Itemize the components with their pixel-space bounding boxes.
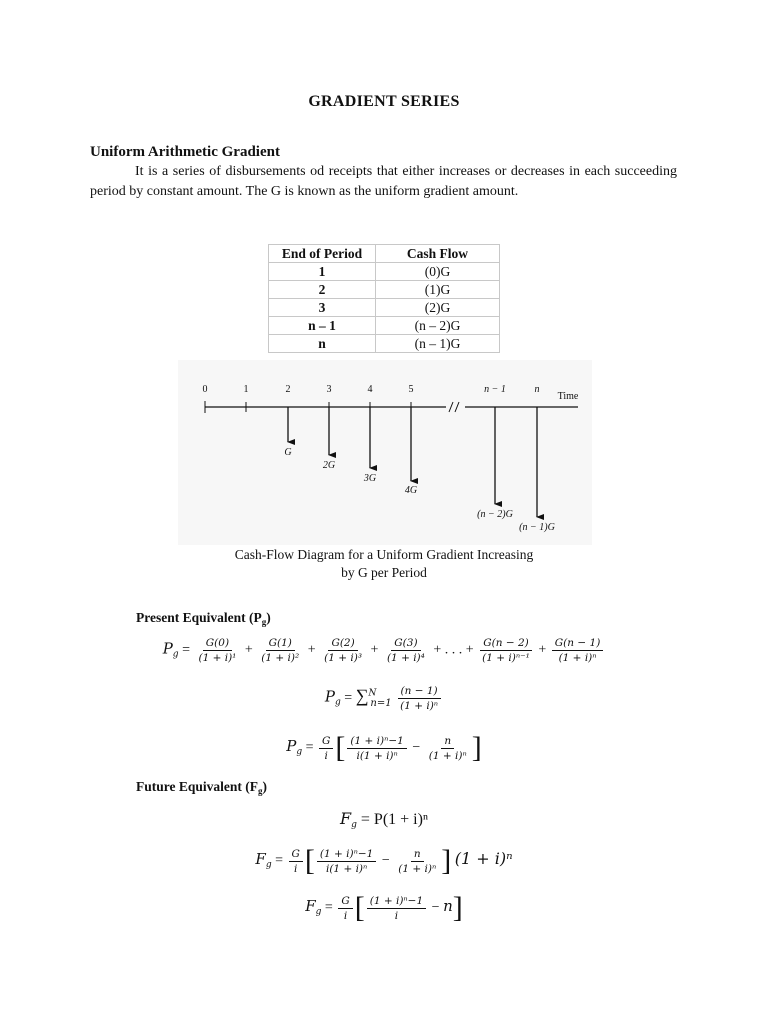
g-over-i-fraction [319,735,333,762]
table-cell-period: 1 [269,263,376,281]
bracket-fraction [367,895,426,922]
n-term: n [443,897,453,916]
future-equivalent-equation-1 [0,809,768,830]
cash-flow-label-3g: 3G [363,473,377,484]
compound-factor: (1 + i)ⁿ [454,849,513,869]
table-row [269,335,500,353]
caption-line-2: by G per Period [341,565,427,580]
section-title: Uniform Arithmetic Gradient [90,144,280,160]
term-numerator: G(n − 1) [552,637,604,651]
term-numerator: G(2) [328,637,357,651]
future-equivalent-label: Future Equivalent (F [136,779,259,794]
sum-symbol: ∑ [355,685,369,706]
table-header-row [269,245,500,263]
intro-paragraph-text: It is a series of disbursements od receipts that either increases or decreases in each succeeding period by constant amount. The G is known as the uniform gradient amount. [90,164,677,199]
sum-upper-limit: N [368,688,377,699]
period-label-5: 5 [408,384,414,395]
term-fraction [384,637,428,664]
period-label-3: 3 [326,384,332,395]
table-cell-cash-flow: (2)G [376,299,500,317]
term-numerator: G(0) [203,637,232,651]
future-equivalent-equation-2: $F_g$ = $\frac{G}{i}$ [ $\frac{\text{(1 + i)ⁿ−1}}{\text{i(1 + i)ⁿ}}$ − $\frac{n}{\text{(1 + i)ⁿ}}$ ] (1 + i)ⁿ [255,844,513,877]
future-equivalent-label-sub: g [258,786,263,796]
cash-flow-label-n-minus-1g: (n − 1)G [519,522,555,533]
term-denominator: (1 + i)³ [324,652,363,664]
right-bracket: ] [452,891,463,924]
fg-symbol: F [305,897,316,916]
cash-flow-diagram [178,360,592,545]
present-equivalent-equation-3: $P_g$ = $\frac{G}{i}$ [ $\frac{\text{(1 + i)ⁿ−1}}{\text{i(1 + i)ⁿ}}$ − $\frac{n}{\text{(1 + i)ⁿ}}$ ] [286,731,482,764]
term-fraction [479,637,533,664]
bracket-fraction-2 [395,848,439,875]
period-label-n-minus-1: n − 1 [484,384,506,395]
bracket-fraction-1 [347,735,406,762]
future-equivalent-heading [136,779,267,796]
i-denominator: i [294,862,298,875]
left-bracket: [ [335,731,346,764]
cash-flow-label-2g: 2G [322,460,336,471]
present-equivalent-equation-1: $P_g$ = $\frac{G(0)}{\text{(1 + i)¹}}$ + $\frac{G(1)}{\text{(1 + i)²}}$ + $\frac{G(2)}{\text{(1 + i)³}}$ + $\frac{G(3)}{\text{(1 + i)⁴}}$ + . . . + $\frac{G(n - 2)}{\text{(1 + i)ⁿ⁻¹}}$ + $\frac{G(n - 1)}{\text{(1 + i)ⁿ}}$ [0,637,768,664]
g-over-i-fraction [338,895,352,922]
period-label-n: n [534,384,540,395]
table-row [269,263,500,281]
i-denominator: i [343,909,348,922]
fraction-denominator: i(1 + i)ⁿ [356,749,398,762]
table-cell-period: 2 [269,281,376,299]
term-numerator: G(1) [266,637,295,651]
time-label: Time [557,391,579,402]
g-numerator: G [319,735,333,749]
fraction-numerator: (1 + i)ⁿ−1 [347,735,406,749]
bracket-fraction-2 [426,735,470,762]
table-row [269,317,500,335]
cash-flow-table [268,244,500,353]
table-row [269,299,500,317]
bracket-fraction-1 [317,848,376,875]
term-denominator: (1 + i)ⁿ [558,652,597,664]
pg-symbol: P [286,737,297,756]
pg-symbol-sub: g [172,649,179,660]
cash-flow-label-n-minus-2g: (n − 2)G [477,509,513,520]
term-denominator: (1 + i)⁴ [386,652,425,664]
fraction-denominator: i(1 + i)ⁿ [325,862,368,875]
fraction-denominator: (1 + i)ⁿ [428,749,467,762]
intro-paragraph [90,162,677,201]
table-header-cash-flow: Cash Flow [376,245,500,263]
table-row [269,281,500,299]
term-denominator: (1 + i)² [261,652,300,664]
table-cell-cash-flow: (0)G [376,263,500,281]
table-cell-cash-flow: (n – 2)G [376,317,500,335]
fg-symbol-sub: g [351,820,357,830]
page-title: GRADIENT SERIES [308,93,460,110]
right-bracket: ] [471,731,482,764]
fraction-denominator: (1 + i)ⁿ [398,862,437,875]
fraction-numerator: n [411,848,424,862]
fraction-numerator: (1 + i)ⁿ−1 [317,848,376,862]
fraction-numerator: (1 + i)ⁿ−1 [367,895,426,909]
cash-flow-label-g: G [284,447,292,458]
fg-equation-rhs: = P(1 + i)ⁿ [360,811,428,828]
axis-break-icon [449,402,459,412]
table-cell-cash-flow: (n – 1)G [376,335,500,353]
pg-symbol: P [162,639,173,658]
period-label-0: 0 [202,384,208,395]
term-numerator: G(3) [391,637,420,651]
caption-line-1: Cash-Flow Diagram for a Uniform Gradient Increasing [234,547,534,562]
table-cell-period: n – 1 [269,317,376,335]
period-label-1: 1 [243,384,249,395]
period-label-2: 2 [285,384,291,395]
present-equivalent-label-close: ) [266,610,271,625]
cash-flow-label-4g: 4G [404,485,418,496]
future-equivalent-equation-3: $F_g$ = $\frac{G}{i}$ [ $\frac{\text{(1 + i)ⁿ−1}}{i}$ − n] [305,891,463,924]
sum-fraction [397,685,441,712]
pg-symbol-sub: g [296,747,303,758]
term-denominator: (1 + i)¹ [198,652,237,664]
sum-lower-limit: n=1 [370,697,392,709]
fg-symbol: F [255,850,266,869]
term-fraction [195,637,239,664]
sum-numerator: (n − 1) [398,685,441,699]
i-denominator: i [324,749,328,762]
future-equivalent-label-close: ) [262,779,268,794]
fg-symbol: F [340,809,352,828]
present-equivalent-label: Present Equivalent (P [136,610,262,625]
fraction-numerator: n [441,735,454,749]
right-bracket: ] [441,844,452,877]
term-denominator: (1 + i)ⁿ⁻¹ [482,652,530,664]
pg-symbol-sub: g [335,697,341,708]
ellipsis: + . . . + [433,642,474,658]
fraction-denominator: i [394,909,399,922]
g-numerator: G [289,848,303,862]
period-label-4: 4 [367,384,373,395]
table-cell-period: n [269,335,376,353]
term-fraction [258,637,302,664]
table-cell-cash-flow: (1)G [376,281,500,299]
diagram-caption [0,546,768,582]
present-equivalent-equation-2: $P_g = \sum^N_{n=1}$ $\frac{(n - 1)}{\text{(1 + i)ⁿ}}$ [0,685,768,712]
present-equivalent-label-sub: g [261,617,267,627]
left-bracket: [ [354,891,365,924]
g-numerator: G [338,895,352,909]
pg-symbol: P [324,687,336,706]
fg-symbol-sub: g [265,860,272,871]
term-fraction [552,637,604,664]
present-equivalent-heading [136,610,271,627]
sum-denominator: (1 + i)ⁿ [400,700,439,712]
term-numerator: G(n − 2) [480,637,532,651]
left-bracket: [ [304,844,315,877]
table-cell-period: 3 [269,299,376,317]
fg-symbol-sub: g [315,907,322,918]
term-fraction [321,637,365,664]
table-header-period: End of Period [269,245,376,263]
g-over-i-fraction [289,848,303,875]
